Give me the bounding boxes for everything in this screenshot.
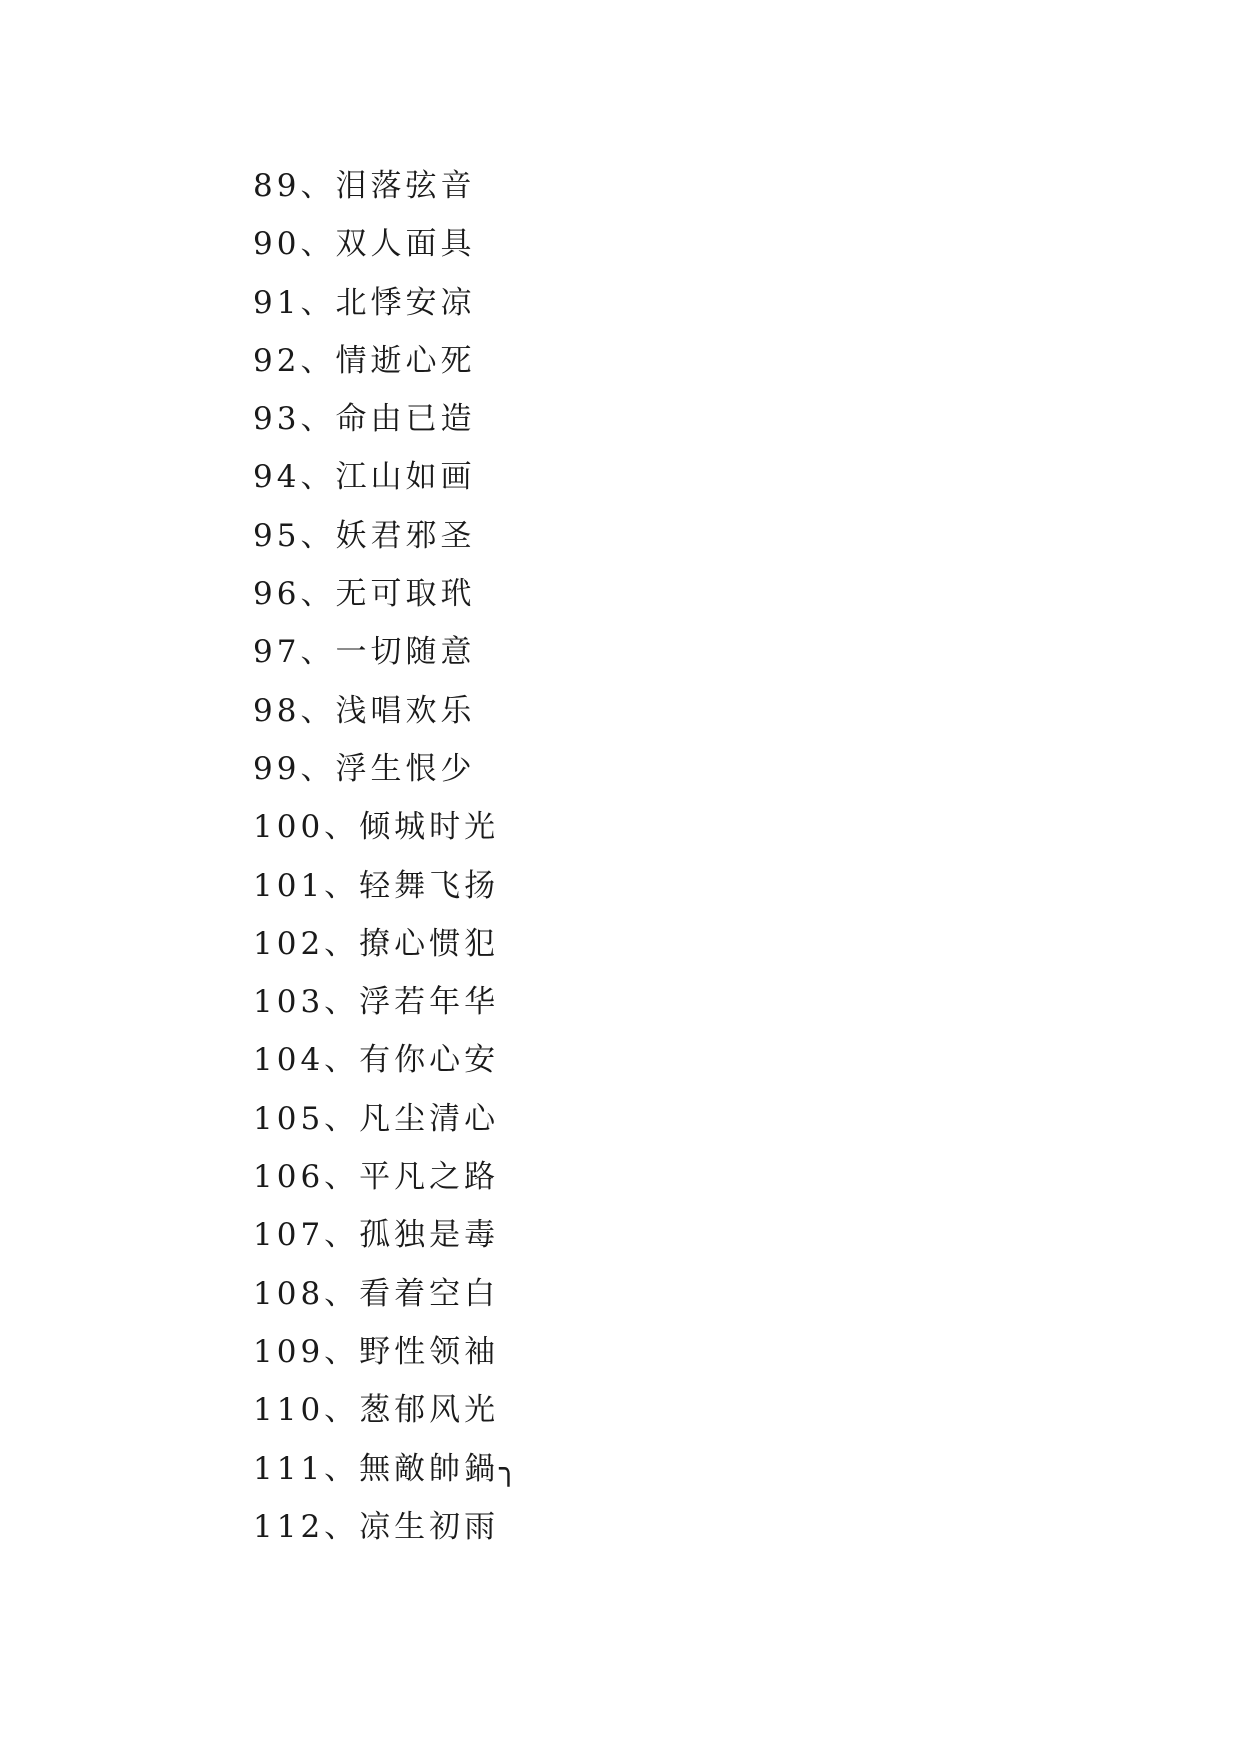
name-list	[253, 157, 522, 1556]
list-item: 104、有你心安	[253, 1042, 500, 1079]
list-item: 92、情逝心死	[253, 342, 476, 379]
list-item: 102、撩心惯犯	[253, 925, 500, 962]
list-item: 93、命由已造	[253, 401, 476, 438]
list-item: 89、泪落弦音	[253, 168, 476, 204]
list-item: 106、平凡之路	[253, 1159, 500, 1196]
list-item: 99、浮生恨少	[253, 750, 476, 787]
list-item: 111、無敵帥鍋╮	[253, 1450, 522, 1487]
list-item: 105、凡尘清心	[253, 1100, 500, 1137]
list-item: 98、浅唱欢乐	[253, 692, 476, 729]
list-item: 112、凉生初雨	[253, 1508, 500, 1545]
list-item: 107、孤独是毒	[253, 1217, 500, 1254]
list-item: 90、双人面具	[253, 226, 476, 263]
list-item: 97、一切随意	[253, 634, 476, 671]
list-item: 110、葱郁风光	[253, 1392, 500, 1429]
list-item: 109、野性领袖	[253, 1333, 500, 1370]
list-item: 91、北悸安凉	[253, 284, 476, 321]
list-item: 95、妖君邪圣	[253, 517, 476, 554]
list-item: 108、看着空白	[253, 1275, 500, 1312]
list-item: 96、无可取玳	[253, 576, 476, 613]
list-item: 103、浮若年华	[253, 984, 500, 1021]
list-item: 101、轻舞飞扬	[253, 867, 500, 904]
list-item: 100、倾城时光	[253, 809, 500, 846]
list-item: 94、江山如画	[253, 459, 476, 496]
